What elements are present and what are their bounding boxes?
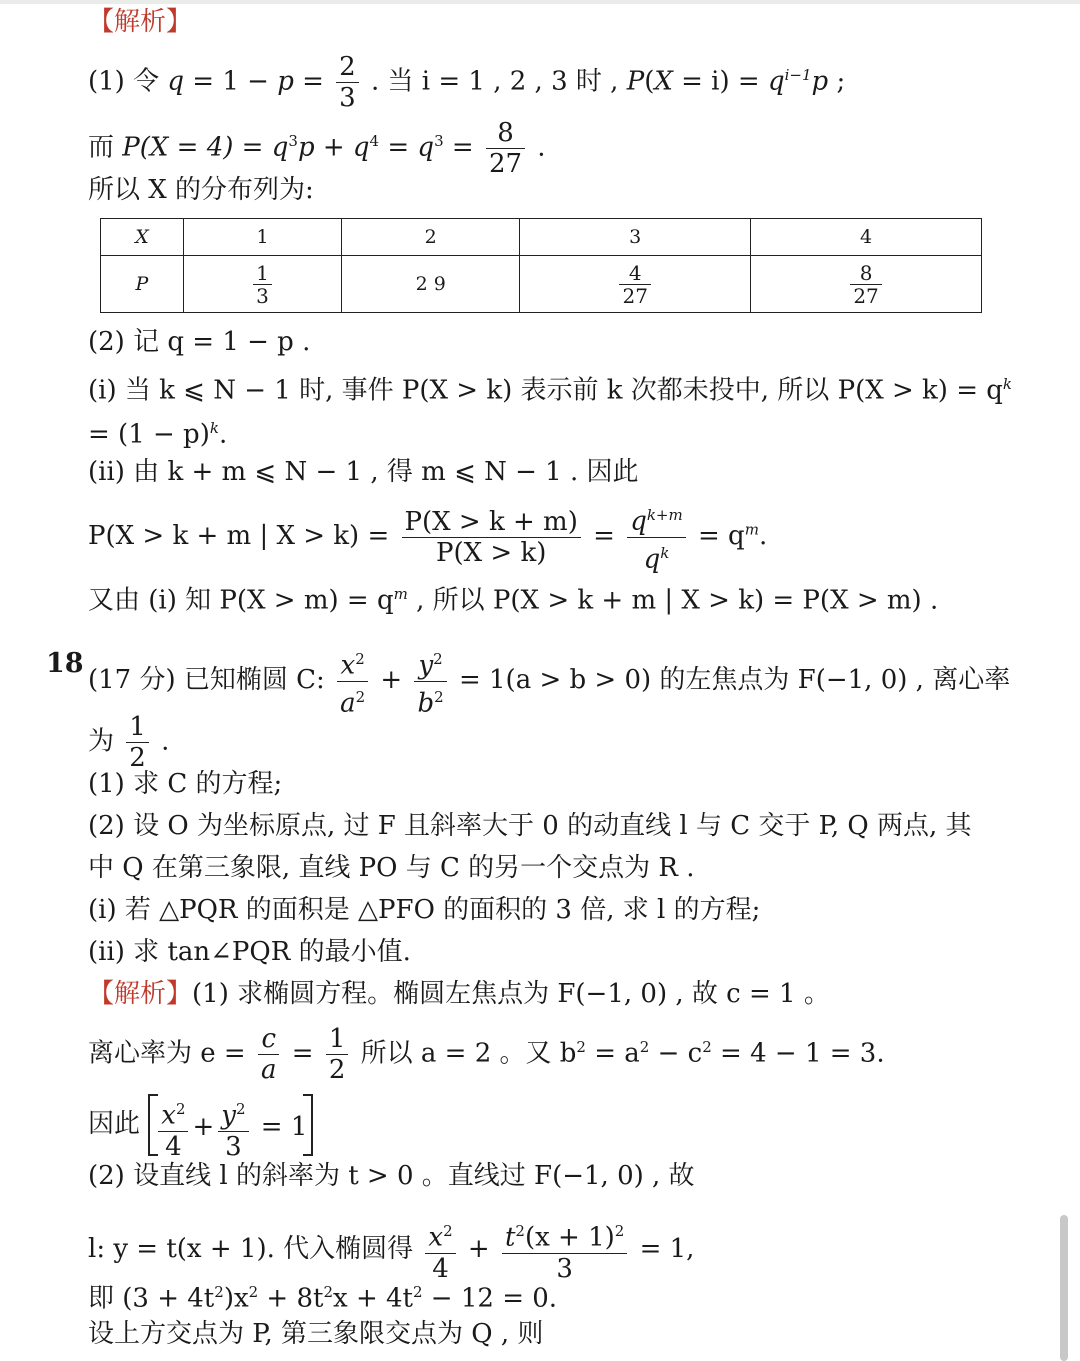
solution-line-5: (i) 当 k ⩽ N − 1 时, 事件 P(X > k) 表示前 k 次都未投中, 所以 $P(X > k) = q^k$ xyxy=(88,375,1012,406)
solution-line-9: 又由 (i) 知 $P(X > m) = q^m$ , 所以 P(X > k + m | X > k) = P(X > m) . xyxy=(88,585,939,616)
solution-line-2: 而 $P(X = 4) = q^3p + q^4 = q^3$ = $\frac{8}{27}$ . xyxy=(88,118,546,179)
solution-2-line-1: 【解析】(1) 求椭圆方程。椭圆左焦点为 F(−1, 0) , 故 c = 1 。 xyxy=(88,979,830,1009)
table-cell: X xyxy=(101,219,184,256)
question-18-part-2b: 中 Q 在第三象限, 直线 PO 与 C 的另一个交点为 R . xyxy=(88,853,695,883)
question-18-part-2i: (i) 若 △PQR 的面积是 △PFO 的面积的 3 倍, 求 l 的方程; xyxy=(88,895,761,925)
scrollbar[interactable] xyxy=(1060,1215,1068,1361)
table-cell: P xyxy=(101,256,184,313)
solution-line-7: (ii) 由 k + m ⩽ N − 1 , 得 m ⩽ N − 1 . 因此 xyxy=(88,457,639,487)
fraction-half: $\frac{1}{2}$ xyxy=(126,712,149,773)
table-cell: 1 xyxy=(183,219,341,256)
solution-2-line-6: 即 $(3 + 4t^2)x^2 + 8t^2x + 4t^2 - 12 = 0$. xyxy=(88,1283,558,1314)
solution-line-1: (1) 令 q = 1 − p = $\frac{2}{3}$ . 当 i = 1 , 2 , 3 时 , $P(X = i) = q^{i-1}p$ ; xyxy=(88,52,846,113)
question-18-part-2ii: (ii) 求 tan∠PQR 的最小值. xyxy=(88,937,411,967)
solution-2-line-2: 离心率为 e = $\frac{c}{a}$ = $\frac{1}{2}$ 所以 a = 2 。又 $b^2 = a^2 - c^2 = 4 - 1 = 3$. xyxy=(88,1024,885,1085)
table-cell: 3 xyxy=(520,219,751,256)
question-number: 18 xyxy=(46,648,84,679)
table-cell: $\frac{1}{3}$ xyxy=(183,256,341,313)
question-18-part-2a: (2) 设 O 为坐标原点, 过 F 且斜率大于 0 的动直线 l 与 C 交于 P, Q 两点, 其 xyxy=(88,811,972,841)
table-cell: 2 xyxy=(342,219,520,256)
fraction-8-27: $\frac{8}{27}$ xyxy=(486,118,525,179)
table-cell: $\frac{8}{27}$ xyxy=(751,256,982,313)
fraction-half-2: $\frac{1}{2}$ xyxy=(326,1024,349,1085)
question-18-line-1: (17 分) 已知椭圆 C: $\frac{x^2}{a^2}$ + $\frac{y^2}{b^2}$ = 1(a > b > 0) 的左焦点为 F(−1, 0) , 离心率 xyxy=(88,644,1010,718)
fraction-x2-a2: $\frac{x^2}{a^2}$ xyxy=(337,644,368,718)
solution-line-4: (2) 记 q = 1 − p . xyxy=(88,327,311,357)
fraction-two-thirds: $\frac{2}{3}$ xyxy=(336,52,359,113)
solution-2-line-3: 因此 $\frac{x^2}{4}$ + $\frac{y^2}{3}$ = 1 xyxy=(88,1094,313,1156)
table-row xyxy=(101,256,982,313)
distribution-intro: 所以 X 的分布列为: xyxy=(88,175,314,205)
fraction-c-a: $\frac{c}{a}$ xyxy=(258,1024,280,1085)
solution-header: 【解析】 xyxy=(88,7,193,37)
question-18-part-1: (1) 求 C 的方程; xyxy=(88,769,283,799)
table-header-row xyxy=(101,219,982,256)
table-cell: 4 xyxy=(751,219,982,256)
fraction-conditional: $\frac{P(X > k + m)}{P(X > k)}$ xyxy=(402,507,581,568)
solution-line-6: = $(1 - p)^k$. xyxy=(88,419,228,450)
question-18-line-2: 为 $\frac{1}{2}$ . xyxy=(88,712,170,773)
fraction-y2-b2: $\frac{y^2}{b^2}$ xyxy=(414,644,446,718)
solution-2-line-5: l: y = t(x + 1). 代入椭圆得 $\frac{x^2}{4}$ + $\frac{t^2(x + 1)^2}{3}$ = 1, xyxy=(88,1216,694,1284)
solution-2-line-4: (2) 设直线 l 的斜率为 t > 0 。直线过 F(−1, 0) , 故 xyxy=(88,1161,695,1191)
ellipse-equation-box: $\frac{x^2}{4}$ + $\frac{y^2}{3}$ = 1 xyxy=(148,1094,313,1156)
table-cell: 2 9 xyxy=(342,256,520,313)
solution-2-line-7: 设上方交点为 P, 第三象限交点为 Q , 则 xyxy=(88,1319,544,1349)
solution-line-8: P(X > k + m | X > k) = $\frac{P(X > k + m)}{P(X > k)}$ = $\frac{q^{k+m}}{q^k}$ = $q^m$. xyxy=(88,500,767,574)
fraction-q-power: $\frac{q^{k+m}}{q^k}$ xyxy=(627,500,686,574)
fraction-t2: $\frac{t^2(x + 1)^2}{3}$ xyxy=(502,1216,627,1284)
table-cell: $\frac{4}{27}$ xyxy=(520,256,751,313)
distribution-table xyxy=(100,218,982,313)
